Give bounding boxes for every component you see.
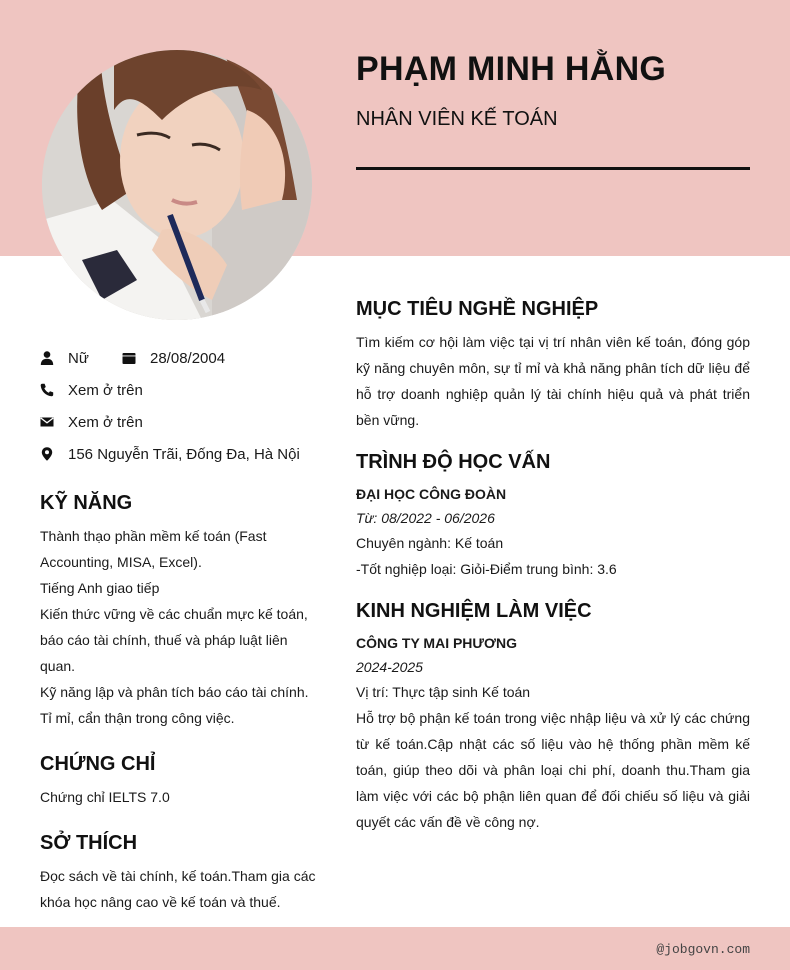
candidate-name: PHẠM MINH HẰNG bbox=[356, 50, 667, 88]
info-row-gender-birthdate bbox=[40, 342, 320, 374]
gender-value: Nữ bbox=[68, 349, 89, 367]
birthdate-value: 28/08/2004 bbox=[150, 349, 226, 367]
experience-heading: KINH NGHIỆM LÀM VIỆC bbox=[356, 600, 592, 622]
education-major: Chuyên ngành: Kế toán bbox=[356, 535, 504, 551]
objective-heading: MỤC TIÊU NGHỀ NGHIỆP bbox=[356, 298, 599, 320]
footer-watermark: @jobgovn.com bbox=[656, 942, 750, 957]
location-pin-icon bbox=[40, 447, 54, 461]
profile-photo-illustration bbox=[42, 50, 312, 320]
email-value: Xem ở trên bbox=[68, 413, 143, 431]
profile-photo bbox=[42, 50, 312, 320]
address-value: 156 Nguyễn Trãi, Đống Đa, Hà Nội bbox=[68, 445, 300, 463]
objective-section bbox=[356, 298, 750, 433]
skill-item: Kiến thức vững về các chuẩn mực kế toán, báo cáo tài chính, thuế và pháp luật liên quan. bbox=[40, 606, 308, 674]
right-column bbox=[356, 298, 750, 853]
info-row-email bbox=[40, 406, 320, 438]
experience-section bbox=[356, 600, 750, 835]
education-heading: TRÌNH ĐỘ HỌC VẤN bbox=[356, 451, 551, 473]
objective-text: Tìm kiếm cơ hội làm việc tại vị trí nhân viên kế toán, đóng góp kỹ năng chuyên môn, sự tỉ mỉ và khả năng phân tích dữ liệu để hỗ trợ doanh nghiệp quản lý tài chính hiệu quả và phát triển bền vững. bbox=[356, 334, 750, 428]
person-icon bbox=[40, 351, 54, 365]
birthdate-cell bbox=[122, 350, 225, 367]
skills-list bbox=[40, 523, 320, 731]
left-column bbox=[40, 342, 320, 915]
experience-role: Vị trí: Thực tập sinh Kế toán bbox=[356, 684, 531, 700]
certificates-heading: CHỨNG CHỈ bbox=[40, 753, 156, 775]
education-section bbox=[356, 451, 750, 582]
info-row-address bbox=[40, 438, 320, 470]
gender-cell bbox=[40, 350, 122, 367]
footer-band bbox=[0, 927, 790, 970]
skill-item: Kỹ năng lập và phân tích báo cáo tài chính. bbox=[40, 684, 309, 700]
education-period: Từ: 08/2022 - 06/2026 bbox=[356, 510, 495, 526]
skill-item: Tỉ mỉ, cẩn thận trong công việc. bbox=[40, 710, 235, 726]
phone-value: Xem ở trên bbox=[68, 381, 143, 399]
education-school: ĐẠI HỌC CÔNG ĐOÀN bbox=[356, 486, 507, 502]
candidate-position: NHÂN VIÊN KẾ TOÁN bbox=[356, 108, 558, 130]
hobbies-heading: SỞ THÍCH bbox=[40, 832, 138, 854]
experience-description: Hỗ trợ bộ phận kế toán trong việc nhập liệu và xử lý các chứng từ kế toán.Cập nhật các số liệu vào hệ thống phần mềm kế toán, giúp theo dõi và phân loại chi phí, doanh thu.Tham gia làm việc với các bộ phận liên quan để đối chiếu số liệu và giải quyết các vấn đề về công nợ. bbox=[356, 710, 750, 830]
experience-company: CÔNG TY MAI PHƯƠNG bbox=[356, 635, 517, 651]
education-grade: -Tốt nghiệp loại: Giỏi-Điểm trung bình: 3.6 bbox=[356, 561, 617, 577]
phone-icon bbox=[40, 383, 54, 397]
calendar-icon bbox=[122, 351, 136, 365]
certificate-item: Chứng chỉ IELTS 7.0 bbox=[40, 789, 170, 805]
skill-item: Thành thạo phần mềm kế toán (Fast Accounting, MISA, Excel). bbox=[40, 528, 267, 570]
mail-icon bbox=[40, 415, 54, 429]
experience-period: 2024-2025 bbox=[356, 659, 423, 675]
title-divider bbox=[356, 167, 750, 170]
skill-item: Tiếng Anh giao tiếp bbox=[40, 580, 160, 596]
skills-heading: KỸ NĂNG bbox=[40, 492, 133, 514]
hobbies-text: Đọc sách về tài chính, kế toán.Tham gia các khóa học nâng cao về kế toán và thuế. bbox=[40, 868, 316, 910]
info-row-phone bbox=[40, 374, 320, 406]
